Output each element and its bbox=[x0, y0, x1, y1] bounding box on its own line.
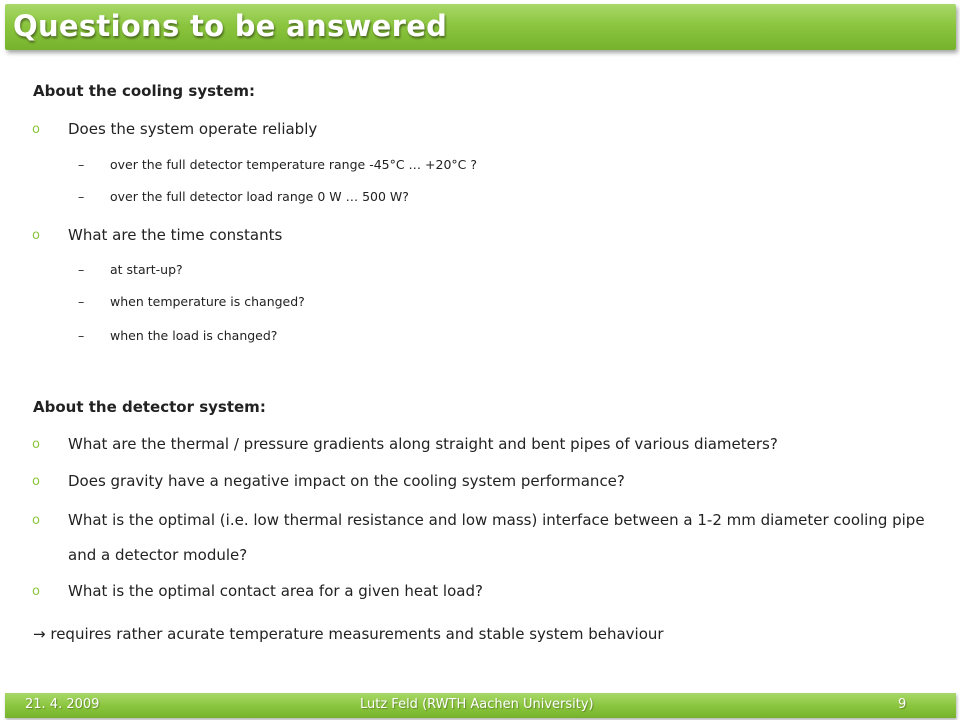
sub-bullet-item bbox=[78, 157, 477, 172]
sub-bullet-item bbox=[78, 294, 305, 309]
bullet-marker-icon: o bbox=[32, 513, 40, 528]
sub-bullet-item bbox=[78, 189, 409, 204]
bullet-item bbox=[32, 112, 938, 147]
sub-bullet-text: over the full detector load range 0 W … 500 W? bbox=[110, 189, 409, 204]
dash-marker-icon: – bbox=[78, 294, 85, 309]
bullet-item bbox=[32, 574, 938, 609]
bullet-marker-icon: o bbox=[32, 437, 40, 452]
detector-heading: About the detector system: bbox=[33, 398, 266, 416]
bullet-item bbox=[32, 218, 938, 253]
bullet-text: What are the time constants bbox=[68, 226, 283, 244]
bullet-marker-icon: o bbox=[32, 228, 40, 243]
dash-marker-icon: – bbox=[78, 328, 85, 343]
footer-bar bbox=[5, 693, 956, 718]
bullet-marker-icon: o bbox=[32, 122, 40, 137]
sub-bullet-text: when temperature is changed? bbox=[110, 294, 305, 309]
footer-author: Lutz Feld (RWTH Aachen University) bbox=[360, 697, 594, 712]
bullet-text: Does gravity have a negative impact on the cooling system performance? bbox=[68, 472, 625, 490]
dash-marker-icon: – bbox=[78, 262, 85, 277]
bullet-item bbox=[32, 503, 938, 573]
bullet-text: What is the optimal contact area for a given heat load? bbox=[68, 582, 483, 600]
bullet-item bbox=[32, 464, 938, 499]
footer-page-number: 9 bbox=[898, 697, 907, 712]
bullet-marker-icon: o bbox=[32, 474, 40, 489]
arrow-icon: → bbox=[33, 625, 46, 643]
slide-title: Questions to be answered bbox=[13, 9, 448, 43]
bullet-text: What are the thermal / pressure gradients along straight and bent pipes of various diameters? bbox=[68, 435, 778, 453]
sub-bullet-text: over the full detector temperature range -45°C … +20°C ? bbox=[110, 157, 477, 172]
sub-bullet-item bbox=[78, 262, 183, 277]
conclusion-note bbox=[33, 625, 664, 643]
footer-date: 21. 4. 2009 bbox=[25, 697, 100, 712]
bullet-text: What is the optimal (i.e. low thermal resistance and low mass) interface between a 1-2 mm diameter cooling pipe and a detector module? bbox=[68, 511, 925, 564]
cooling-heading: About the cooling system: bbox=[33, 82, 255, 100]
dash-marker-icon: – bbox=[78, 189, 85, 204]
bullet-marker-icon: o bbox=[32, 584, 40, 599]
bullet-item bbox=[32, 427, 938, 462]
sub-bullet-text: when the load is changed? bbox=[110, 328, 278, 343]
sub-bullet-item bbox=[78, 328, 278, 343]
dash-marker-icon: – bbox=[78, 157, 85, 172]
conclusion-text: requires rather acurate temperature measurements and stable system behaviour bbox=[50, 625, 664, 643]
sub-bullet-text: at start-up? bbox=[110, 262, 183, 277]
bullet-text: Does the system operate reliably bbox=[68, 120, 318, 138]
